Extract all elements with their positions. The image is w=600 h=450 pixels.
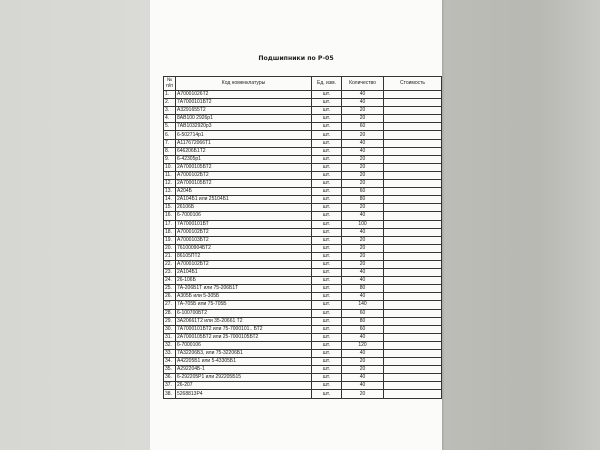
cell-qty: 60	[342, 123, 384, 131]
table-row	[164, 382, 442, 390]
table-row	[164, 277, 442, 285]
cell-cost	[384, 228, 442, 236]
table-row	[164, 269, 442, 277]
table-row	[164, 212, 442, 220]
table-row	[164, 188, 442, 196]
cell-unit: шт.	[312, 341, 342, 349]
cell-num: 32.	[164, 341, 176, 349]
cell-qty: 40	[342, 139, 384, 147]
table-row	[164, 204, 442, 212]
cell-unit: шт.	[312, 204, 342, 212]
cell-code: 6-502714р1	[176, 131, 312, 139]
table-row	[164, 107, 442, 115]
cell-num: 35.	[164, 366, 176, 374]
table-row	[164, 123, 442, 131]
cell-qty: 40	[342, 91, 384, 99]
cell-unit: шт.	[312, 212, 342, 220]
cell-code: А7000102БТ2	[176, 228, 312, 236]
cell-cost	[384, 115, 442, 123]
cell-unit: шт.	[312, 309, 342, 317]
cell-cost	[384, 131, 442, 139]
cell-code: А7000102БТ2	[176, 171, 312, 179]
cell-num: 27.	[164, 301, 176, 309]
cell-qty: 40	[342, 277, 384, 285]
cell-cost	[384, 260, 442, 268]
table-row	[164, 220, 442, 228]
table-row	[164, 147, 442, 155]
cell-qty: 120	[342, 341, 384, 349]
cell-num: 20.	[164, 244, 176, 252]
cell-code: А70001026Т2	[176, 91, 312, 99]
cell-code: 6-42305р1	[176, 155, 312, 163]
cell-code: 2А7000105БТ2 или 25-7000105БТ2	[176, 333, 312, 341]
table-row	[164, 196, 442, 204]
header-code: Код номенклатуры	[176, 77, 312, 91]
document-title: Подшипники по Р-05	[258, 55, 334, 62]
cell-code: А305Б или 5-305Б	[176, 293, 312, 301]
cell-unit: шт.	[312, 382, 342, 390]
cell-num: 1.	[164, 91, 176, 99]
cell-unit: шт.	[312, 147, 342, 155]
cell-num: 37.	[164, 382, 176, 390]
table-header-row	[164, 77, 442, 91]
cell-cost	[384, 163, 442, 171]
cell-unit: шт.	[312, 285, 342, 293]
cell-cost	[384, 341, 442, 349]
cell-qty: 20	[342, 204, 384, 212]
cell-unit: шт.	[312, 163, 342, 171]
cell-num: 2.	[164, 99, 176, 107]
cell-qty: 20	[342, 366, 384, 374]
cell-code: 26-106Б	[176, 277, 312, 285]
cell-qty: 20	[342, 107, 384, 115]
cell-qty: 80	[342, 317, 384, 325]
cell-cost	[384, 244, 442, 252]
cell-cost	[384, 382, 442, 390]
cell-num: 18.	[164, 228, 176, 236]
cell-qty: 80	[342, 196, 384, 204]
cell-cost	[384, 188, 442, 196]
table-row	[164, 244, 442, 252]
cell-cost	[384, 155, 442, 163]
cell-cost	[384, 180, 442, 188]
table-row	[164, 236, 442, 244]
table-row	[164, 99, 442, 107]
cell-num: 28.	[164, 309, 176, 317]
cell-code: 2А104Б1 или 25104Б1	[176, 196, 312, 204]
cell-qty: 20	[342, 390, 384, 398]
cell-cost	[384, 220, 442, 228]
cell-cost	[384, 325, 442, 333]
cell-unit: шт.	[312, 155, 342, 163]
cell-num: 7.	[164, 139, 176, 147]
cell-num: 19.	[164, 236, 176, 244]
cell-qty: 40	[342, 228, 384, 236]
cell-cost	[384, 350, 442, 358]
cell-num: 16.	[164, 212, 176, 220]
table-row	[164, 155, 442, 163]
cell-unit: шт.	[312, 374, 342, 382]
cell-code: 26106Б	[176, 204, 312, 212]
cell-num: 5.	[164, 123, 176, 131]
cell-qty: 40	[342, 374, 384, 382]
cell-code: 3А20661Т2 или 35-20661 Т2	[176, 317, 312, 325]
cell-num: 13.	[164, 188, 176, 196]
cell-num: 23.	[164, 269, 176, 277]
cell-code: 7А-705Б или 75-705Б	[176, 301, 312, 309]
cell-unit: шт.	[312, 107, 342, 115]
cell-num: 22.	[164, 260, 176, 268]
cell-code: А117672066Т1	[176, 139, 312, 147]
table-row	[164, 252, 442, 260]
cell-num: 29.	[164, 317, 176, 325]
cell-qty: 40	[342, 212, 384, 220]
cell-unit: шт.	[312, 317, 342, 325]
cell-qty: 140	[342, 301, 384, 309]
cell-num: 8.	[164, 147, 176, 155]
cell-unit: шт.	[312, 350, 342, 358]
cell-qty: 40	[342, 333, 384, 341]
table-row	[164, 358, 442, 366]
cell-unit: шт.	[312, 244, 342, 252]
cell-code: 6-7000106	[176, 212, 312, 220]
cell-cost	[384, 301, 442, 309]
cell-qty: 40	[342, 147, 384, 155]
cell-num: 3.	[164, 107, 176, 115]
cell-cost	[384, 277, 442, 285]
bearings-table	[163, 76, 442, 399]
cell-code: А3291655Т2	[176, 107, 312, 115]
cell-code: 6-100700БТ2	[176, 309, 312, 317]
cell-qty: 20	[342, 358, 384, 366]
cell-num: 12.	[164, 180, 176, 188]
cell-unit: шт.	[312, 115, 342, 123]
cell-cost	[384, 285, 442, 293]
table-row	[164, 171, 442, 179]
cell-code: 7А-206Б1Т или 75-206Б1Т	[176, 285, 312, 293]
cell-code: 7А7000101БТ2	[176, 99, 312, 107]
cell-qty: 60	[342, 309, 384, 317]
cell-unit: шт.	[312, 220, 342, 228]
cell-cost	[384, 269, 442, 277]
cell-qty: 60	[342, 325, 384, 333]
table-row	[164, 374, 442, 382]
cell-code: 86105ПТ2	[176, 252, 312, 260]
table-row	[164, 163, 442, 171]
header-cost: Стоимость	[384, 77, 442, 91]
cell-num: 30.	[164, 325, 176, 333]
cell-unit: шт.	[312, 252, 342, 260]
cell-num: 4.	[164, 115, 176, 123]
cell-unit: шт.	[312, 188, 342, 196]
cell-cost	[384, 107, 442, 115]
cell-num: 26.	[164, 293, 176, 301]
cell-num: 25.	[164, 285, 176, 293]
cell-cost	[384, 293, 442, 301]
cell-code: 2А7000105БТ2	[176, 180, 312, 188]
cell-code: А7000103БТ2	[176, 236, 312, 244]
cell-unit: шт.	[312, 228, 342, 236]
cell-unit: шт.	[312, 301, 342, 309]
cell-num: 24.	[164, 277, 176, 285]
cell-code: 5268813Р4	[176, 390, 312, 398]
cell-code: 646206Б1Т2	[176, 147, 312, 155]
cell-code: 6-292205Р1 или 292205Б15	[176, 374, 312, 382]
cell-num: 17.	[164, 220, 176, 228]
cell-qty: 20	[342, 244, 384, 252]
cell-cost	[384, 366, 442, 374]
cell-qty: 100	[342, 220, 384, 228]
cell-cost	[384, 123, 442, 131]
cell-cost	[384, 91, 442, 99]
cell-qty: 40	[342, 269, 384, 277]
cell-qty: 20	[342, 131, 384, 139]
cell-unit: шт.	[312, 366, 342, 374]
cell-qty: 40	[342, 382, 384, 390]
cell-code: 26-207	[176, 382, 312, 390]
cell-num: 36.	[164, 374, 176, 382]
cell-unit: шт.	[312, 131, 342, 139]
cell-num: 10.	[164, 163, 176, 171]
cell-cost	[384, 139, 442, 147]
table-row	[164, 139, 442, 147]
cell-unit: шт.	[312, 236, 342, 244]
cell-num: 15.	[164, 204, 176, 212]
cell-num: 6.	[164, 131, 176, 139]
cell-unit: шт.	[312, 260, 342, 268]
cell-code: 2А7000105БТ2	[176, 163, 312, 171]
table-row	[164, 350, 442, 358]
cell-unit: шт.	[312, 293, 342, 301]
cell-code: А292204Б-1	[176, 366, 312, 374]
table-row	[164, 293, 442, 301]
cell-unit: шт.	[312, 390, 342, 398]
cell-cost	[384, 358, 442, 366]
cell-qty: 60	[342, 188, 384, 196]
table-row	[164, 285, 442, 293]
cell-cost	[384, 204, 442, 212]
table-row	[164, 317, 442, 325]
cell-qty: 20	[342, 163, 384, 171]
table-row	[164, 301, 442, 309]
table-row	[164, 333, 442, 341]
cell-code: 7А7000101БТ	[176, 220, 312, 228]
cell-qty: 40	[342, 293, 384, 301]
cell-code: 6-7000106	[176, 341, 312, 349]
cell-cost	[384, 390, 442, 398]
cell-num: 21.	[164, 252, 176, 260]
cell-cost	[384, 236, 442, 244]
table-body	[164, 91, 442, 399]
cell-num: 38.	[164, 390, 176, 398]
cell-code: 2А104Б1	[176, 269, 312, 277]
cell-code: 7АВ1032920р3	[176, 123, 312, 131]
cell-num: 11.	[164, 171, 176, 179]
cell-qty: 20	[342, 260, 384, 268]
table-row	[164, 228, 442, 236]
cell-cost	[384, 333, 442, 341]
cell-num: 14.	[164, 196, 176, 204]
cell-qty: 20	[342, 155, 384, 163]
cell-cost	[384, 171, 442, 179]
cell-cost	[384, 99, 442, 107]
cell-unit: шт.	[312, 333, 342, 341]
table-row	[164, 325, 442, 333]
header-qty: Количество	[342, 77, 384, 91]
cell-num: 34.	[164, 358, 176, 366]
cell-cost	[384, 212, 442, 220]
cell-unit: шт.	[312, 171, 342, 179]
cell-qty: 20	[342, 236, 384, 244]
cell-unit: шт.	[312, 196, 342, 204]
cell-num: 9.	[164, 155, 176, 163]
cell-cost	[384, 374, 442, 382]
cell-qty: 40	[342, 350, 384, 358]
cell-cost	[384, 147, 442, 155]
cell-qty: 20	[342, 252, 384, 260]
cell-code: 7А32206Б3, или 75-32206Б1	[176, 350, 312, 358]
cell-num: 31.	[164, 333, 176, 341]
cell-code: А204Б	[176, 188, 312, 196]
table-row	[164, 180, 442, 188]
cell-qty: 20	[342, 171, 384, 179]
table-row	[164, 131, 442, 139]
background-right	[440, 0, 600, 450]
cell-qty: 80	[342, 285, 384, 293]
cell-qty: 20	[342, 115, 384, 123]
table-row	[164, 91, 442, 99]
cell-code: А7000102БТ2	[176, 260, 312, 268]
cell-cost	[384, 196, 442, 204]
cell-code: 761000904БТ2	[176, 244, 312, 252]
cell-cost	[384, 252, 442, 260]
header-unit: Ед. изм.	[312, 77, 342, 91]
table-row	[164, 115, 442, 123]
cell-unit: шт.	[312, 139, 342, 147]
table-row	[164, 309, 442, 317]
cell-cost	[384, 317, 442, 325]
background-left	[0, 0, 150, 450]
cell-unit: шт.	[312, 358, 342, 366]
cell-unit: шт.	[312, 277, 342, 285]
cell-qty: 20	[342, 180, 384, 188]
cell-unit: шт.	[312, 180, 342, 188]
header-num: № п/п	[164, 77, 176, 91]
cell-qty: 40	[342, 99, 384, 107]
table-row	[164, 390, 442, 398]
table-row	[164, 260, 442, 268]
table-row	[164, 366, 442, 374]
table-row	[164, 341, 442, 349]
cell-code: 8АВ100 2926р1	[176, 115, 312, 123]
cell-cost	[384, 309, 442, 317]
cell-num: 33.	[164, 350, 176, 358]
cell-unit: шт.	[312, 123, 342, 131]
cell-unit: шт.	[312, 99, 342, 107]
cell-code: 7А7000101БТ2 или 75-7000101.. БТ2	[176, 325, 312, 333]
cell-unit: шт.	[312, 91, 342, 99]
cell-unit: шт.	[312, 325, 342, 333]
cell-unit: шт.	[312, 269, 342, 277]
cell-code: А42205Б1 или 5-43305Б1	[176, 358, 312, 366]
